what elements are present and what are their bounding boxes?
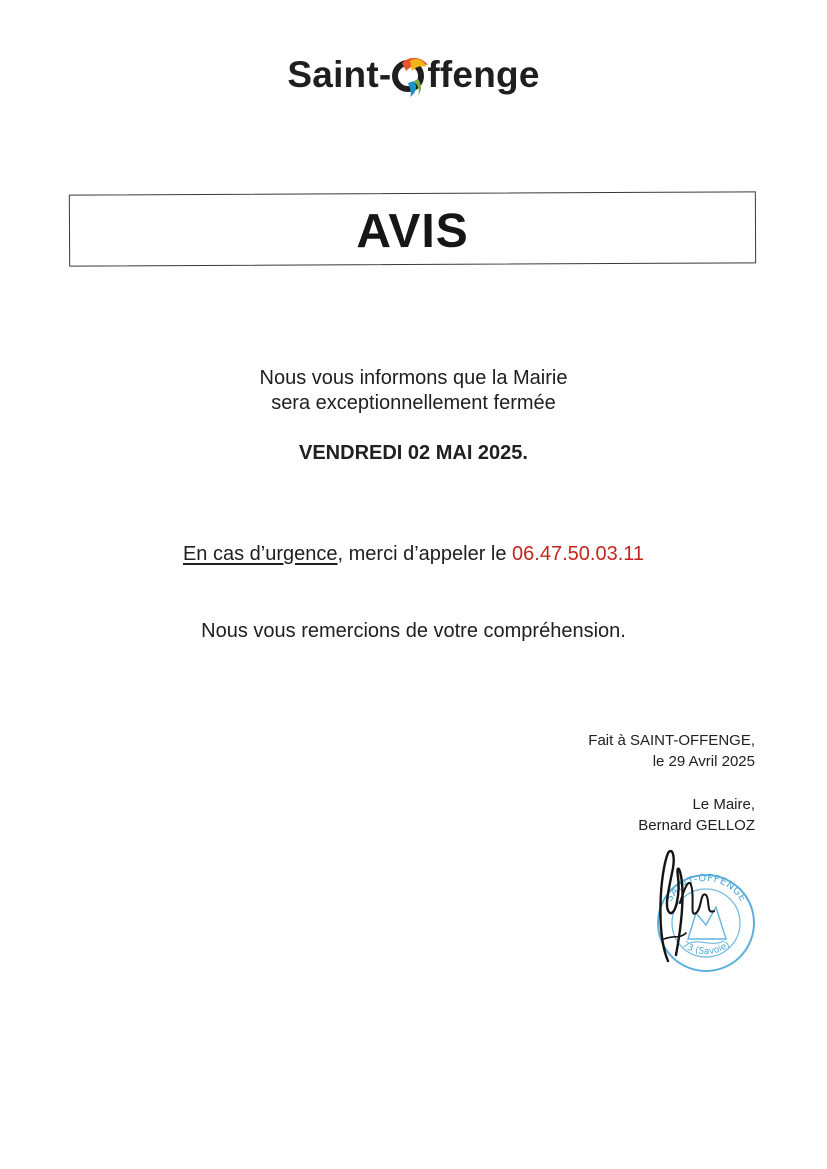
logo-bird-icon	[388, 53, 430, 97]
announcement-line-1: Nous vous informons que la Mairie	[259, 367, 568, 389]
page-title: AVIS	[356, 204, 469, 258]
emergency-line	[0, 542, 827, 567]
stamp-bottom-text: 73 (Savoie)	[680, 940, 732, 957]
official-stamp-icon	[650, 843, 762, 981]
title-box	[69, 191, 756, 266]
thanks-line: Nous vous remercions de votre compréhension.	[201, 620, 626, 642]
stamp-and-signature	[650, 843, 762, 981]
closure-date: VENDREDI 02 MAI 2025.	[299, 442, 528, 464]
logo-text-end: ffenge	[427, 54, 540, 95]
emergency-phone-number: 06.47.50.03.11	[512, 543, 645, 565]
logo-text-start: Saint-	[287, 54, 392, 95]
signoff-date: le 29 Avril 2025	[652, 753, 755, 770]
signoff-name: Bernard GELLOZ	[638, 817, 755, 834]
emergency-text: , merci d’appeler le	[337, 543, 513, 565]
signoff-role: Le Maire,	[692, 796, 755, 813]
emergency-label: En cas d’urgence	[182, 543, 338, 565]
commune-logo	[0, 50, 827, 100]
stamp-top-text: SAINT-OFFENGE	[663, 872, 749, 904]
announcement-line-2: sera exceptionnellement fermée	[271, 392, 556, 414]
signoff-place: Fait à SAINT-OFFENGE,	[588, 732, 755, 749]
logo-wordmark	[287, 53, 539, 97]
